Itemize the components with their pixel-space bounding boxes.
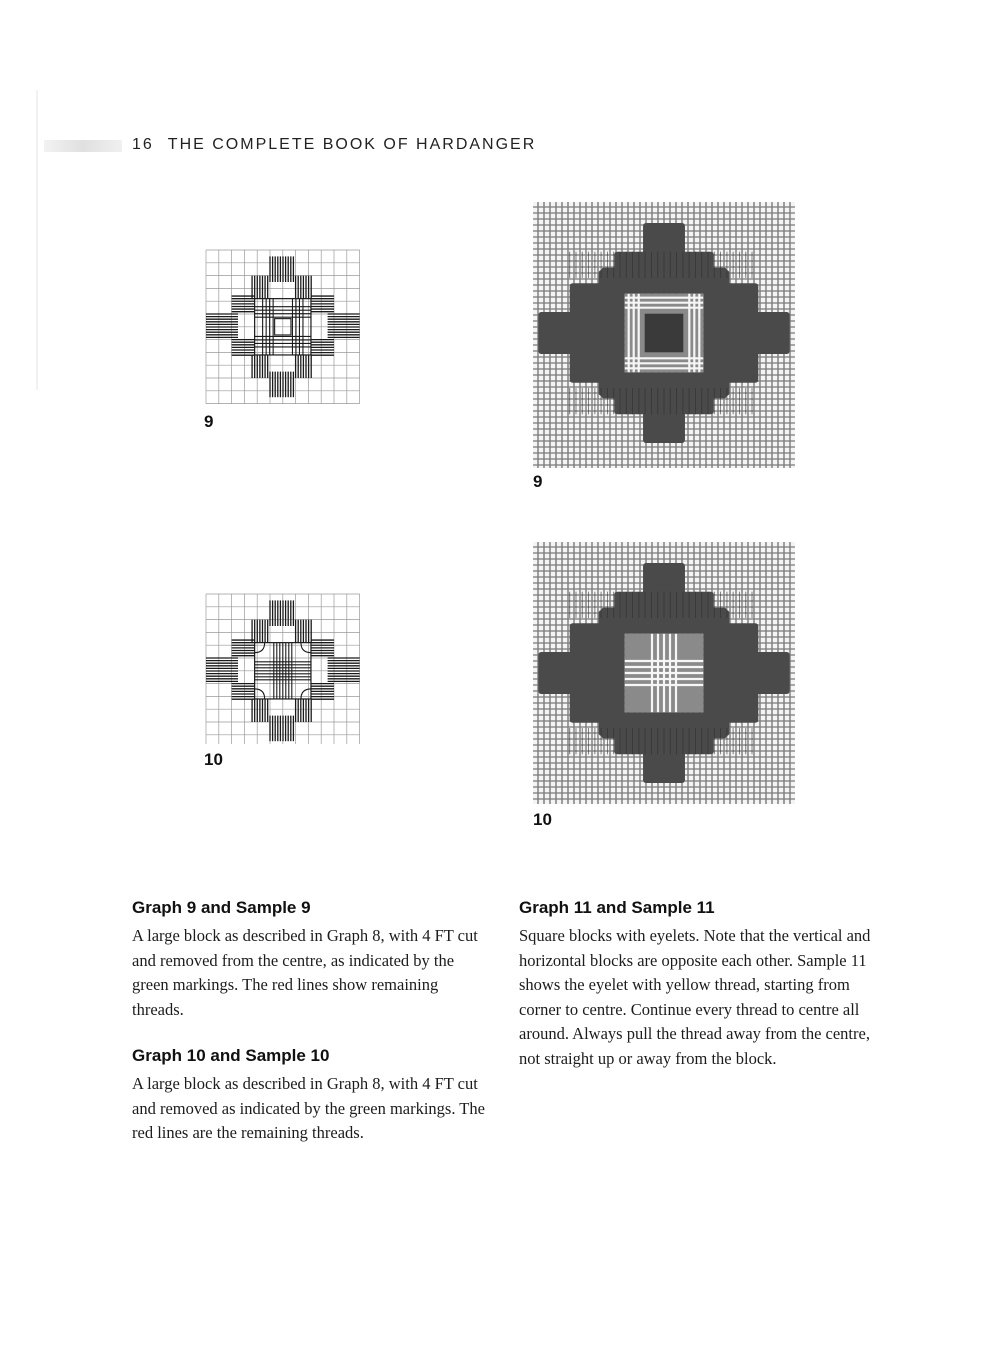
page-number: 16 [132, 136, 154, 153]
sample-9-photo [533, 202, 795, 468]
caption-graph-11 [519, 898, 881, 1071]
header-decoration [44, 140, 122, 152]
sample-10-label: 10 [533, 810, 552, 829]
caption-graph-9 [132, 898, 494, 1022]
graph-9-diagram [204, 248, 360, 406]
caption-body: A large block as described in Graph 8, with 4 FT cut and removed from the centre, as indicated by the green markings. The red lines show remaining threads. [132, 926, 478, 1019]
page-edge-shadow [36, 90, 38, 390]
running-head [132, 136, 536, 154]
sample-10-photo [533, 542, 795, 804]
book-title: THE COMPLETE BOOK OF HARDANGER [167, 136, 537, 153]
graph-9-label: 9 [204, 412, 214, 431]
inner-hole [645, 314, 684, 353]
caption-title: Graph 11 and Sample 11 [519, 898, 715, 917]
caption-column-left [132, 898, 494, 1170]
caption-body: Square blocks with eyelets. Note that the vertical and horizontal blocks are opposite each other. Sample 11 shows the eyelet with yellow thread, starting from corner to centre. Continue every thread to centre all around. Always pull the thread away from the centre, not straight up or away from the block. [519, 926, 871, 1068]
caption-title: Graph 10 and Sample 10 [132, 1046, 330, 1065]
graph-10-diagram [204, 592, 360, 744]
caption-title: Graph 9 and Sample 9 [132, 898, 311, 917]
centre-threads [255, 643, 311, 699]
sample-9-label: 9 [533, 472, 543, 491]
graph-10-label: 10 [204, 750, 223, 769]
caption-body: A large block as described in Graph 8, with 4 FT cut and removed as indicated by the green markings. The red lines are the remaining threads. [132, 1074, 485, 1142]
caption-graph-10 [132, 1046, 494, 1146]
caption-column-right [519, 898, 881, 1095]
